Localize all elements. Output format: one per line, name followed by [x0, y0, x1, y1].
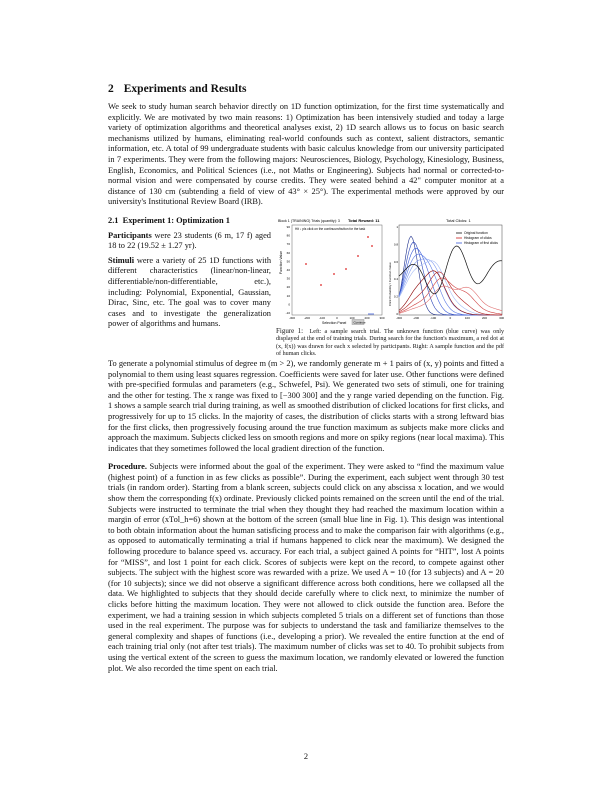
- dist-ytick: 0.2: [393, 294, 398, 299]
- trial-ytick: 60: [286, 250, 290, 255]
- section-heading: [108, 82, 504, 96]
- dist-xtick: -300: [395, 315, 403, 320]
- dist-xtick: 0: [449, 315, 452, 320]
- trial-xtick: 200: [364, 315, 370, 320]
- page-body: [108, 82, 504, 674]
- subsection-number: 2.1: [108, 215, 119, 225]
- trial-ylabel: Function Value: [279, 250, 283, 274]
- legend-original: Original function: [464, 231, 488, 236]
- dist-ytick: 0.4: [393, 277, 398, 282]
- procedure-paragraph: Procedure. Subjects were informed about the goal of the experiment. They were asked to “find the maximum value (highest point) of a function in as few clicks as possible”. During the experiment, each subject went through 30 test trials (in random order). Starting from a blank screen, subjects could click on any abscissa x location, and we would show them the corresponding f(x) ordinate. Previously clicked points remained on the screen until the end of the trial. Subjects were instructed to terminate the trial when they thought they had reached the maximum location within a margin of error (xTol_h=6) shown at the bottom of the screen (small blue line in Fig. 1). This design was intentional to both obtain information about the human satisficing process and to make the comparison fair with algorithms (e.g., as opposed to automatically terminating a trial if humans happened to click near the maximum). We designed the following procedure to balance speed vs. accuracy. For each trial, a subject gained A points for “HIT”, lost A points for “MISS”, and lost 1 point for each click. Scores of subjects were kept on the record, to compete against other subjects. The subject with the highest score was rewarded with a prize. We used A = 10 (for 13 subjects) and A = 20 (for 10 subjects); since we did not observe a significant difference across both conditions, here we collapsed all the data. We highlighted to subjects that they should decide carefully where to click next, to minimize the number of clicks before hitting the maximum location. They were not allowed to click outside the function area. Before the experiment, we had a training session in which subjects completed 5 trials on a different set of functions than those used in the real experiment. The purpose was for subjects to understand the task and familiarize themselves to the general complexity and shapes of functions (i.e., developing a prior). We revealed the entire function at the end of each training trial only (not after test trials). The maximum number of clicks was set to 40. To prohibit subjects from using the vertical extent of the screen to guess the maximum location, we randomly elevated or lowered the function plot. We also recorded the time spent on each trial.: [108, 462, 505, 673]
- trial-banner: Hit ↓ pls click on the continuum/button for the task: [295, 226, 366, 231]
- subsection-title: Experiment 1: Optimization 1: [122, 215, 230, 225]
- trial-xtick: 100: [349, 315, 355, 320]
- dist-title: Total Clicks: 1: [446, 217, 471, 223]
- dist-xtick: -200: [413, 315, 420, 320]
- section-number: 2: [108, 83, 114, 95]
- stimuli-paragraph: Stimuli were a variety of 25 1D functions with different characteristics (linear/non-linear, differentiable/non-differentiable, etc.), including: Polynomial, Exponential, Gaussian, Dirac, Sinc, etc. The goal was to cover many cases and to investigate the generalization power of algorithms and humans.: [108, 255, 272, 329]
- trial-header-right: Total Reward: 11: [348, 217, 380, 223]
- clicked-point: [345, 268, 347, 270]
- dist-xtick: 100: [464, 315, 470, 320]
- trial-ytick: 80: [286, 233, 290, 238]
- trial-ytick: 20: [286, 285, 290, 290]
- stimuli-details-paragraph: To generate a polynomial stimulus of degree m (m > 2), we randomly generate m + 1 pairs of (x, y) points and fitted a polynomial to them using least squares regression. Coefficients were saved for later use. Other functions were defined with pre-specified formulas and parameters (e.g., Schwefel, Psi). We generated two sets of stimuli, one for training and the other for testing. The x range was fixed to [−300 300] and the y range varied depending on the function. Fig. 1 shows a sample search trial during training, as well as smoothed distribution of clicked locations for first clicks, and progressively for up to 15 clicks. In the majority of cases, the distribution of clicks starts with a strong leftward bias for the first clicks, then progressively focusing around the true function maximum as subjects make more clicks and approach the maximum. Subjects clicked less on smooth regions and more on spiky regions (near local maxima). This indicates that they sometimes followed the local gradient direction of the function.: [108, 358, 504, 453]
- trial-ytick: 0: [288, 302, 290, 307]
- trial-xtick: -200: [303, 315, 311, 320]
- clicked-point: [371, 245, 373, 247]
- sample-trial-plot: [276, 216, 386, 326]
- trial-ytick: 90: [286, 224, 290, 229]
- dist-xtick: 300: [499, 315, 504, 320]
- figure-1: [276, 216, 504, 359]
- dist-xtick: -100: [430, 315, 437, 320]
- trial-ytick: 10: [286, 293, 290, 298]
- clicked-point: [320, 284, 322, 286]
- trial-xtick: 300: [379, 315, 385, 320]
- clicked-point: [357, 255, 359, 257]
- trial-xlabel: Selection Panel: [322, 320, 347, 325]
- page-number: 2: [303, 752, 309, 761]
- dist-ytick: 0: [396, 311, 398, 316]
- trial-xtick: -300: [288, 315, 296, 320]
- trial-ytick: 40: [286, 267, 290, 272]
- figure-caption: Figure 1: Left: a sample search trial. The unknown function (blue curve) was only displayed at the end of training trials. During search for the function's maximum, a red dot at (x, f(x)) was drawn for each x selected by participants. Right: A sample function and the pdf of human clicks.: [276, 326, 504, 358]
- clicked-point: [305, 263, 307, 265]
- participants-paragraph: Participants were 23 students (6 m, 17 f) aged 18 to 22 (19.52 ± 1.27 yr).: [108, 230, 271, 251]
- click-distribution-plot: [386, 216, 504, 326]
- section-title: Experiments and Results: [123, 83, 247, 95]
- trial-ytick: 30: [286, 276, 290, 281]
- dist-ylabel: Click Probability / Function Value: [388, 262, 392, 306]
- trial-xtick: 0: [336, 315, 338, 320]
- legend-clicks: Histogram of clicks: [464, 236, 492, 241]
- continue-button-label: Continue: [353, 320, 366, 325]
- legend-first-clicks: Histogram of first clicks: [464, 241, 498, 246]
- intro-paragraph: We seek to study human search behavior directly on 1D function optimization, for the first time systematically and explicitly. We are motivated by two main reasons: 1) Optimization has been intensively studied and today a large variety of optimization algorithms and theoretical analyses exist, 2) 1D search allows us to focus on basic search mechanisms utilized by humans, eliminating real-world confounds such as context, salient distractors, semantic information, etc. A total of 99 undergraduate students with basic calculus knowledge from our university participated in 7 experiments. They were from the following majors: Neurosciences, Biology, Psychology, Kinesiology, Business, English, Economics, and Political Sciences (i.e., not Maths or Engineering). Subjects had normal or corrected-to-normal vision and were compensated by course credits. They were seated behind a 42" computer monitor at a distance of 130 cm (subtending a field of view of 43° × 25°). The experimental methods were approved by our university's Institutional Review Board (IRB).: [108, 102, 504, 207]
- dist-xtick: 200: [481, 315, 488, 320]
- clicked-point: [333, 273, 335, 275]
- dist-ytick: 1: [396, 224, 398, 229]
- clicked-point: [367, 236, 369, 238]
- trial-xtick: -100: [318, 315, 326, 320]
- dist-ytick: 0.8: [393, 242, 398, 247]
- trial-ytick: 50: [286, 259, 290, 264]
- trial-header-left: Block 1 (TRAINING) Trials (quantity): 3: [278, 218, 340, 223]
- trial-ytick: -10: [285, 310, 290, 315]
- trial-ytick: 70: [286, 242, 290, 247]
- dist-ytick: 0.6: [393, 259, 398, 264]
